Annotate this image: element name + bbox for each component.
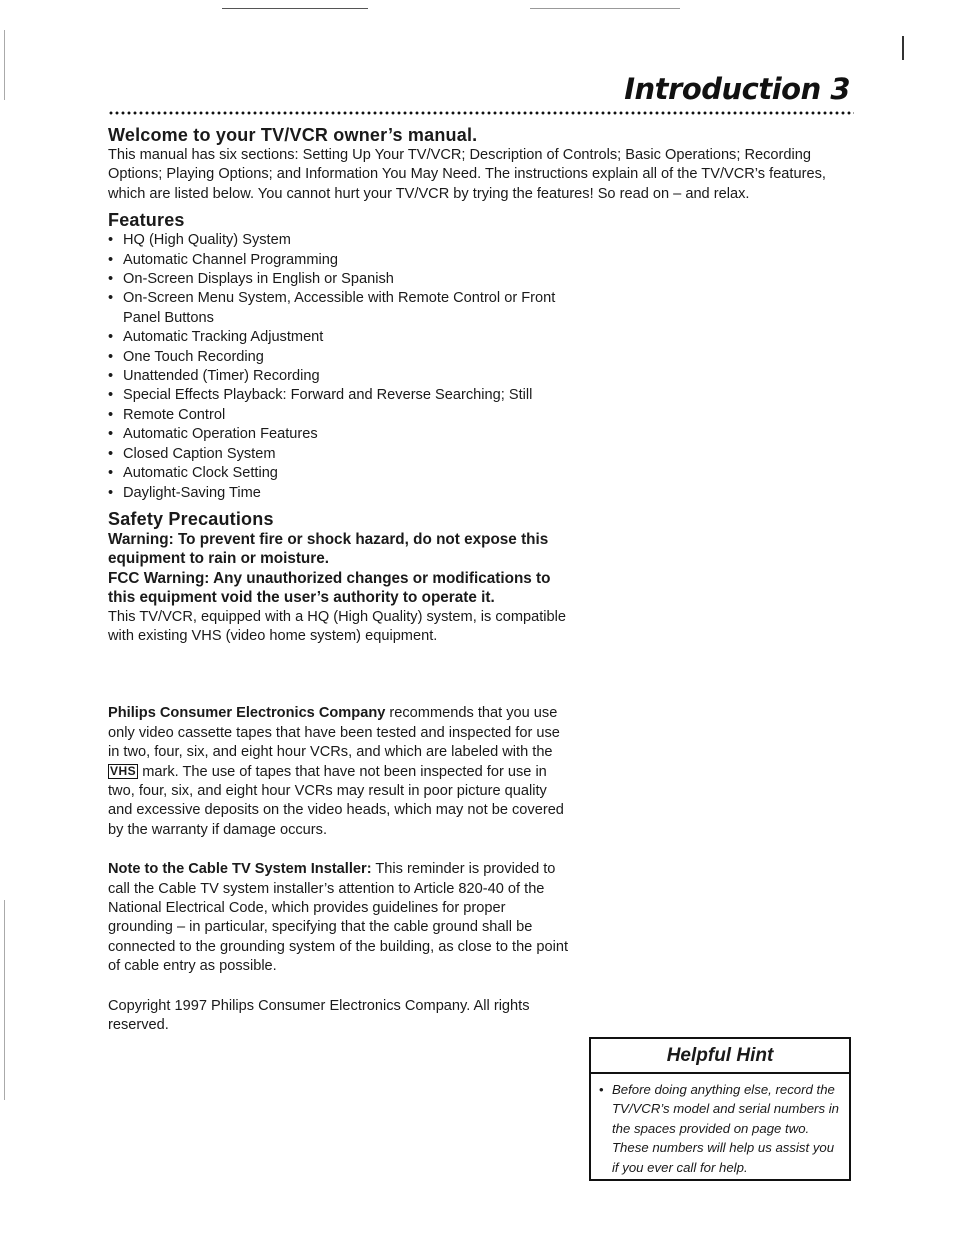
features-list xyxy=(108,231,570,503)
copyright-text: Copyright 1997 Philips Consumer Electronics Company. All rights reserved. xyxy=(108,997,530,1034)
philips-paragraph xyxy=(108,704,570,840)
helpful-hint-box xyxy=(589,1037,851,1181)
list-item: • One Touch Recording xyxy=(108,348,570,367)
list-item: • Closed Caption System xyxy=(108,445,570,464)
list-item: • On-Screen Displays in English or Spanish xyxy=(108,270,570,289)
margin-mark xyxy=(4,900,5,1100)
list-item: • Automatic Channel Programming xyxy=(108,251,570,270)
helpful-hint-body xyxy=(591,1074,849,1177)
list-item: • Special Effects Playback: Forward and Reverse Searching; Still xyxy=(108,386,570,405)
list-item: • Daylight-Saving Time xyxy=(108,484,570,503)
list-item: • Unattended (Timer) Recording xyxy=(108,367,570,386)
welcome-paragraph: This manual has six sections: Setting Up Your TV/VCR; Description of Controls; Basic Operations; Recording Options; Playing Options; and Information You May Need. The instructions explain all of the TV/VCR’s features, which are listed below. You cannot hurt your TV/VCR by trying the features! So read on – and relax. xyxy=(108,147,826,202)
main-content xyxy=(108,124,853,1035)
spacer xyxy=(108,646,570,704)
fcc-warning: FCC Warning: Any unauthorized changes or modifications to this equipment void the user’s authority to operate it. xyxy=(108,569,551,607)
page-title: Introduction 3 xyxy=(624,72,850,106)
hq-compatibility-text: This TV/VCR, equipped with a HQ (High Quality) system, is compatible with existing VHS (video home system) equipment. xyxy=(108,608,566,644)
welcome-heading: Welcome to your TV/VCR owner’s manual. xyxy=(108,125,478,145)
helpful-hint-title: Helpful Hint xyxy=(591,1039,849,1074)
safety-heading: Safety Precautions xyxy=(108,508,274,529)
list-item: • Automatic Operation Features xyxy=(108,425,570,444)
helpful-hint-text: Before doing anything else, record the TV/VCR’s model and serial numbers in the spaces provided on page two. These numbers will help us assist you if you ever call for help. xyxy=(612,1082,839,1175)
dotted-divider xyxy=(108,111,854,115)
bullet-icon: • xyxy=(599,1082,604,1097)
list-item: • On-Screen Menu System, Accessible with Remote Control or Front Panel Buttons xyxy=(108,289,570,328)
list-item: • Automatic Clock Setting xyxy=(108,464,570,483)
left-column xyxy=(108,209,570,1035)
features-heading: Features xyxy=(108,210,185,231)
installer-text: This reminder is provided to call the Cable TV system installer’s attention to Article 820-40 of the National Electrical Code, which provides guidelines for proper grounding – in particular, specifying that the cable ground shall be connected to the grounding system of the building, as close to the point of cable entry as possible. xyxy=(108,861,569,975)
scan-line-top xyxy=(222,8,368,9)
spacer xyxy=(108,977,570,997)
vhs-logo-mark: VHS xyxy=(110,763,137,778)
company-name: Philips Consumer Electronics Company xyxy=(108,705,386,722)
installer-label: Note to the Cable TV System Installer: xyxy=(108,861,372,878)
installer-note xyxy=(108,860,570,976)
scan-line-top xyxy=(530,8,680,9)
philips-text-continued: mark. The use of tapes that have not been inspected for use in two, four, six, and eight hour VCRs may result in poor picture quality and excessive deposits on the video heads, which may not be covered by the warranty if damage occurs. xyxy=(108,763,564,838)
list-item: • Remote Control xyxy=(108,406,570,425)
list-item: • HQ (High Quality) System xyxy=(108,231,570,250)
spacer xyxy=(108,840,570,860)
page-edge-mark xyxy=(902,36,904,60)
shock-warning: Warning: To prevent fire or shock hazard, do not expose this equipment to rain or moisture. xyxy=(108,530,549,568)
philips-text: recommends that you use only video cassette tapes that have been tested and inspected for use in two, four, six, and eight hour VCRs, and which are labeled with the xyxy=(108,705,560,761)
margin-mark xyxy=(4,30,5,100)
list-item: • Automatic Tracking Adjustment xyxy=(108,328,570,347)
